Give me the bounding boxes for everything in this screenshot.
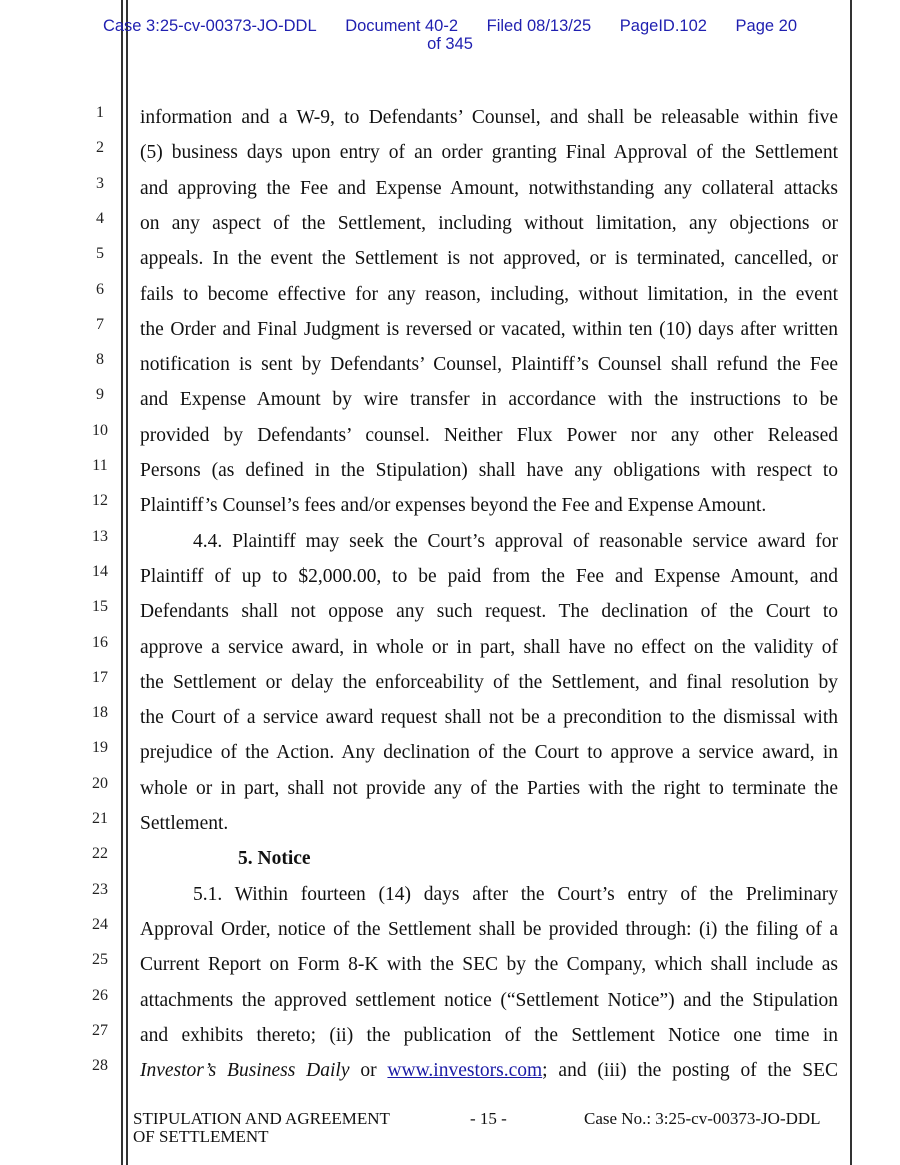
body-line: information and a W-9, to Defendants’ Counsel, and shall be releasable within five	[140, 107, 838, 128]
line-number: 2	[96, 139, 104, 157]
line-number: 25	[92, 951, 108, 969]
body-line: fails to become effective for any reason, including, without limitation, in the event	[140, 283, 838, 305]
body-line	[140, 1059, 838, 1083]
line-number: 19	[92, 739, 108, 757]
line-number: 7	[96, 315, 104, 333]
body-line: and approving the Fee and Expense Amount, notwithstanding any collateral attacks	[140, 177, 838, 199]
body-line: Settlement.	[140, 813, 229, 834]
body-line: Approval Order, notice of the Settlement shall be provided through: (i) the filing of a	[140, 918, 838, 940]
line-number: 28	[92, 1057, 108, 1075]
body-line: attachments the approved settlement notice (“Settlement Notice”) and the Stipulation	[140, 989, 838, 1011]
line-number: 14	[92, 562, 108, 580]
footer-page-number: - 15 -	[470, 1109, 507, 1128]
footer-title-line2: OF SETTLEMENT	[133, 1127, 269, 1146]
body-line: the Court of a service award request shall not be a precondition to the dismissal with	[140, 707, 838, 729]
line-number: 10	[92, 421, 108, 439]
line-number: 26	[92, 986, 108, 1004]
header-document: Document 40-2	[345, 17, 459, 35]
line-number: 3	[96, 174, 104, 192]
line-number: 1	[96, 104, 104, 121]
line-number: 16	[92, 633, 108, 651]
body-line: prejudice of the Action. Any declination of the Court to approve a service award, in	[140, 742, 838, 764]
body-line: approve a service award, in whole or in part, shall have no effect on the validity of	[140, 636, 838, 658]
body-line: the Order and Final Judgment is reversed or vacated, within ten (10) days after written	[140, 318, 838, 340]
body-line: appeals. In the event the Settlement is not approved, or is terminated, cancelled, or	[140, 248, 838, 270]
body-line: Plaintiff of up to $2,000.00, to be paid from the Fee and Expense Amount, and	[140, 565, 838, 587]
line-number: 5	[96, 245, 104, 263]
text-fragment: ; and (iii) the posting of the SEC	[542, 1060, 838, 1082]
body-line: whole or in part, shall not provide any of the Parties with the right to terminate the	[140, 777, 838, 799]
body-line: and Expense Amount by wire transfer in accordance with the instructions to be	[140, 389, 838, 411]
line-number: 6	[96, 280, 104, 298]
line-number: 13	[92, 527, 108, 545]
investors-link[interactable]: www.investors.com	[387, 1060, 543, 1082]
publication-name: Investor’s Business Daily	[140, 1060, 350, 1082]
body-line: and exhibits thereto; (ii) the publication of the Settlement Notice one time in	[140, 1024, 838, 1046]
line-number: 18	[92, 704, 108, 722]
line-number: 15	[92, 598, 108, 616]
body-line: notification is sent by Defendants’ Counsel, Plaintiff’s Counsel shall refund the Fee	[140, 354, 838, 376]
header-filed: Filed 08/13/25	[486, 17, 592, 35]
section-heading: 5. Notice	[238, 848, 311, 870]
line-number: 9	[96, 386, 104, 404]
body-line: 5.1. Within fourteen (14) days after the Court’s entry of the Preliminary	[193, 883, 838, 905]
footer-title-line1: STIPULATION AND AGREEMENT	[133, 1109, 390, 1128]
body-line: Plaintiff’s Counsel’s fees and/or expenses beyond the Fee and Expense Amount.	[140, 495, 767, 517]
line-number: 17	[92, 668, 108, 686]
line-number: 8	[96, 351, 104, 369]
line-number: 27	[92, 1021, 108, 1039]
right-margin-rule	[850, 0, 852, 1165]
header-page: Page 20	[735, 17, 798, 35]
line-number: 23	[92, 880, 108, 898]
line-number: 21	[92, 810, 108, 827]
body-line: (5) business days upon entry of an order granting Final Approval of the Settlement	[140, 142, 838, 164]
body-line: the Settlement or delay the enforceability of the Settlement, and final resolution by	[140, 671, 838, 693]
ecf-header	[0, 17, 900, 53]
body-line: on any aspect of the Settlement, including without limitation, any objections or	[140, 212, 838, 234]
text-fragment: or	[349, 1060, 388, 1082]
line-number: 12	[92, 492, 108, 510]
body-line: provided by Defendants’ counsel. Neither Flux Power nor any other Released	[140, 424, 838, 446]
line-number: 20	[92, 774, 108, 792]
footer-case-number: Case No.: 3:25-cv-00373-JO-DDL	[584, 1109, 821, 1128]
body-line: 4.4. Plaintiff may seek the Court’s approval of reasonable service award for	[193, 530, 838, 552]
left-margin-rule-inner	[126, 0, 128, 1165]
body-line: Current Report on Form 8-K with the SEC by the Company, which shall include as	[140, 954, 838, 976]
header-pageid: PageID.102	[619, 17, 707, 35]
line-number: 22	[92, 845, 108, 863]
left-margin-rule-outer	[121, 0, 123, 1165]
line-number: 24	[92, 915, 108, 933]
header-of-total: of 345	[427, 35, 473, 53]
line-number: 11	[92, 457, 108, 474]
line-number: 4	[96, 209, 104, 227]
body-line: Persons (as defined in the Stipulation) shall have any obligations with respect to	[140, 460, 838, 481]
body-line: Defendants shall not oppose any such request. The declination of the Court to	[140, 601, 838, 623]
header-case: Case 3:25-cv-00373-JO-DDL	[102, 17, 317, 35]
footer-title	[133, 1110, 390, 1146]
